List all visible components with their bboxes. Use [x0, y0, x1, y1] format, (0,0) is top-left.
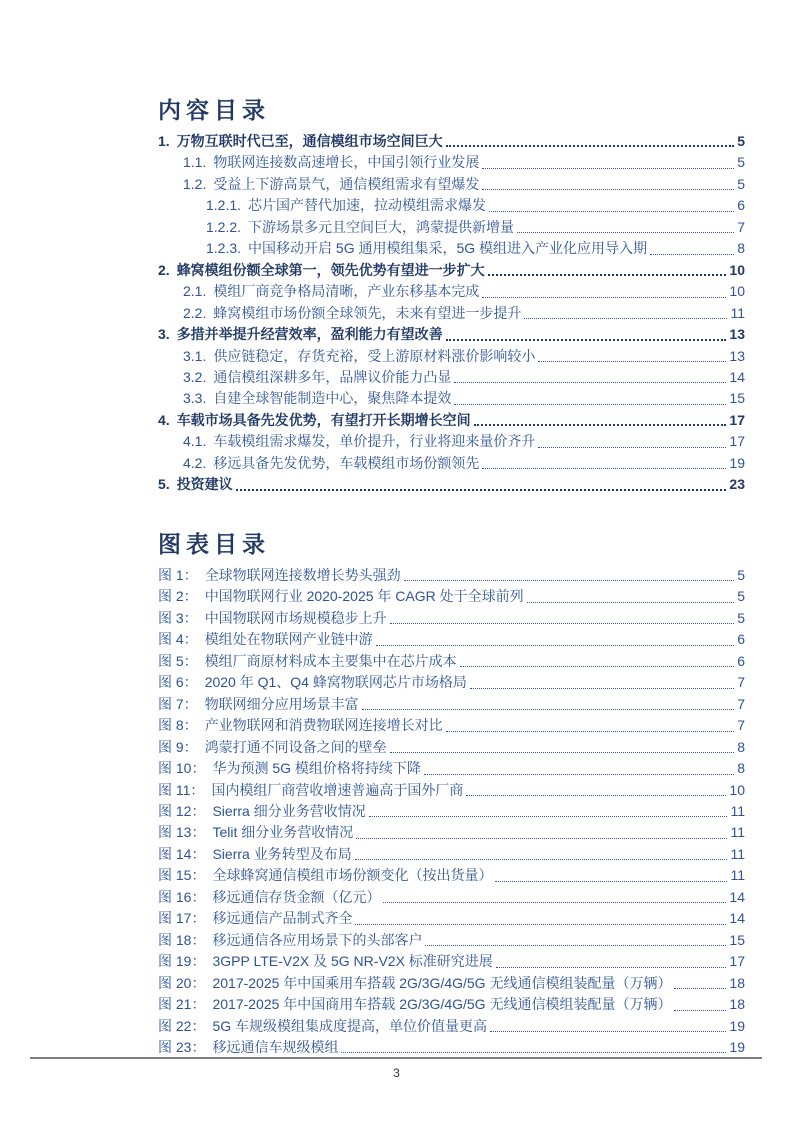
figure-entry[interactable] [158, 565, 745, 586]
dotted-leader [517, 232, 734, 233]
toc-entry-label: 供应链稳定，存货充裕，受上游原材料涨价影响较小 [213, 347, 536, 364]
figure-entry-page: 11 [730, 802, 745, 819]
dotted-leader [495, 881, 727, 882]
figure-entry-number: 图 22： [158, 1017, 206, 1034]
toc-entry-page: 17 [729, 433, 745, 450]
dotted-leader [650, 254, 734, 255]
dotted-leader [482, 189, 734, 190]
toc-entry[interactable] [158, 195, 745, 216]
dotted-leader [446, 731, 735, 732]
toc-entry-number: 2.1. [183, 283, 207, 300]
figure-entry[interactable] [158, 973, 745, 994]
figure-entry[interactable] [158, 908, 745, 929]
dotted-leader [466, 795, 726, 796]
toc-entry-page: 6 [737, 197, 745, 214]
toc-entry-page: 8 [737, 240, 745, 257]
figure-entry-page: 8 [737, 738, 745, 755]
figure-entry-number: 图 18： [158, 931, 206, 948]
figure-entry[interactable] [158, 651, 745, 672]
toc-entry-page: 13 [729, 326, 745, 343]
figure-entry[interactable] [158, 694, 745, 715]
figure-entry-page: 18 [729, 996, 745, 1013]
toc-entry-page: 11 [730, 304, 745, 321]
toc-entry-page: 10 [729, 283, 745, 300]
toc-entry-number: 2.2. [183, 304, 207, 321]
toc-entry-label: 中国移动开启 5G 通用模组集采，5G 模组进入产业化应用导入期 [248, 240, 648, 257]
toc-entry[interactable] [158, 453, 745, 474]
footer-rule [30, 1057, 762, 1059]
figure-entry-page: 6 [737, 652, 745, 669]
toc-entry-page: 23 [729, 476, 745, 493]
figure-entry-page: 14 [729, 888, 745, 905]
figure-entry-number: 图 1： [158, 567, 198, 583]
figure-entry[interactable] [158, 780, 745, 801]
figure-entry-label: 移远通信存货金额（亿元） [212, 888, 381, 905]
toc-entry-page: 5 [737, 133, 745, 149]
figure-entry-number: 图 16： [158, 888, 206, 905]
dotted-leader [369, 816, 728, 817]
figure-entry-label: 产业物联网和消费物联网连接增长对比 [204, 717, 443, 734]
figure-entry[interactable] [158, 994, 745, 1015]
figure-entry-number: 图 15： [158, 867, 206, 884]
toc-title: 内容目录 [158, 97, 270, 123]
figure-entry-label: 移远通信各应用场景下的头部客户 [212, 931, 423, 948]
dotted-leader [482, 297, 726, 298]
toc-entry-number: 4.2. [183, 454, 207, 471]
dotted-leader [454, 382, 726, 383]
dotted-leader [470, 688, 734, 689]
figure-entry-label: 模组厂商原材料成本主要集中在芯片成本 [204, 652, 457, 669]
figure-entry-label: 鸿蒙打通不同设备之间的壁垒 [204, 738, 387, 755]
toc-entry-page: 7 [737, 218, 745, 235]
figure-entry-page: 11 [730, 845, 745, 862]
figure-entry[interactable] [158, 844, 745, 865]
figure-entry-label: 5G 车规级模组集成度提高，单位价值量更高 [212, 1017, 488, 1034]
dotted-leader [490, 1031, 726, 1032]
figure-entry-number: 图 5： [158, 652, 198, 669]
toc-entry-number: 1.2.2. [206, 218, 242, 235]
figure-entry-number: 图 9： [158, 738, 198, 755]
toc-entry-page: 19 [729, 454, 745, 471]
dotted-leader [489, 211, 734, 212]
dotted-leader [674, 988, 726, 989]
toc-entry[interactable] [158, 174, 745, 195]
toc-entry-number: 4.1. [183, 433, 207, 450]
figure-entry-number: 图 19： [158, 953, 206, 970]
dotted-leader [356, 838, 727, 839]
toc-entry-number: 3.1. [183, 347, 207, 364]
figure-entry-label: 全球物联网连接数增长势头强劲 [204, 567, 401, 583]
toc-entry-page: 5 [737, 154, 745, 171]
dotted-leader [538, 447, 726, 448]
toc-entry-label: 投资建议 [176, 476, 233, 493]
figure-entry-number: 图 17： [158, 910, 206, 927]
figure-entry[interactable] [158, 1016, 745, 1037]
dotted-leader [404, 580, 735, 581]
figure-entry-number: 图 2： [158, 588, 198, 605]
figure-entry-page: 7 [737, 674, 745, 691]
figure-entry-page: 19 [729, 1038, 745, 1055]
toc-entry[interactable] [158, 281, 745, 302]
toc-entry-number: 1.2. [183, 175, 207, 192]
figure-entry-page: 5 [737, 567, 745, 583]
figure-entry[interactable] [158, 887, 745, 908]
figure-entry-label: 2017-2025 年中国商用车搭载 2G/3G/4G/5G 无线通信模组装配量（万辆） [212, 996, 672, 1013]
toc-entry-page: 14 [729, 368, 745, 385]
toc-entry[interactable] [158, 131, 745, 152]
dotted-leader [674, 1010, 726, 1011]
toc-entry[interactable] [158, 346, 745, 367]
toc-section [158, 96, 745, 496]
figure-entry-label: 3GPP LTE-V2X 及 5G NR-V2X 标准研究进展 [212, 953, 493, 970]
figure-entry[interactable] [158, 586, 745, 607]
dotted-leader [496, 967, 727, 968]
figure-entry[interactable] [158, 715, 745, 736]
dotted-leader [362, 709, 735, 710]
toc-entry-number: 4. [158, 411, 170, 428]
toc-entry[interactable] [158, 410, 745, 431]
dotted-leader [355, 924, 726, 925]
figure-entry[interactable] [158, 865, 745, 886]
figure-entry-page: 7 [737, 717, 745, 734]
figure-entry-number: 图 12： [158, 802, 206, 819]
figure-entry-label: 移远通信车规级模组 [212, 1038, 339, 1055]
toc-entry[interactable] [158, 260, 745, 281]
toc-entry-page: 10 [729, 261, 745, 278]
dotted-leader [482, 168, 734, 169]
figure-entry-number: 图 4： [158, 631, 198, 648]
dotted-leader [236, 489, 727, 491]
figure-entry-page: 19 [729, 1017, 745, 1034]
figure-entry[interactable] [158, 629, 745, 650]
toc-entry[interactable] [158, 324, 745, 345]
toc-entry-label: 移远具备先发优势，车载模组市场份额领先 [213, 454, 480, 471]
figure-entry-number: 图 20： [158, 974, 206, 991]
toc-entry-label: 蜂窝模组市场份额全球领先，未来有望进一步提升 [213, 304, 522, 321]
dotted-leader [524, 318, 727, 319]
toc-list [158, 131, 745, 496]
figure-entry-label: Sierra 业务转型及布局 [212, 845, 352, 862]
figure-entry[interactable] [158, 737, 745, 758]
figure-entry-label: 国内模组厂商营收增速普遍高于国外厂商 [211, 781, 464, 798]
toc-entry-number: 1.1. [183, 154, 207, 171]
dotted-leader [527, 602, 735, 603]
dotted-leader [474, 424, 727, 426]
figures-title: 图表目录 [158, 531, 270, 557]
figure-entry-page: 17 [729, 953, 745, 970]
figure-entry-page: 5 [737, 609, 745, 626]
figure-entry[interactable] [158, 822, 745, 843]
dotted-leader [482, 468, 726, 469]
figure-entry-page: 15 [729, 931, 745, 948]
page-number: 3 [393, 1066, 400, 1080]
figure-entry[interactable] [158, 758, 745, 779]
toc-entry-page: 13 [729, 347, 745, 364]
toc-entry-label: 多措并举提升经营效率，盈利能力有望改善 [176, 326, 443, 343]
dotted-leader [376, 645, 735, 646]
toc-entry-label: 模组厂商竞争格局清晰，产业东移基本完成 [213, 283, 480, 300]
figure-entry-label: Sierra 细分业务营收情况 [212, 802, 366, 819]
figure-entry[interactable] [158, 1037, 745, 1058]
toc-entry[interactable] [158, 238, 745, 259]
figure-entry-page: 11 [730, 824, 745, 841]
figure-entry-number: 图 21： [158, 996, 206, 1013]
toc-entry[interactable] [158, 217, 745, 238]
toc-entry-number: 2. [158, 261, 170, 278]
figure-entry-label: 中国物联网市场规模稳步上升 [204, 609, 387, 626]
figure-entry[interactable] [158, 608, 745, 629]
figure-entry-number: 图 3： [158, 609, 198, 626]
dotted-leader [390, 752, 735, 753]
figure-entry[interactable] [158, 930, 745, 951]
toc-entry-page: 17 [729, 411, 745, 428]
figure-entry-number: 图 10： [158, 760, 206, 777]
toc-entry-label: 芯片国产替代加速，拉动模组需求爆发 [248, 197, 487, 214]
figure-entry-number: 图 6： [158, 674, 198, 691]
figure-entry[interactable] [158, 801, 745, 822]
dotted-leader [538, 361, 726, 362]
toc-entry-page: 15 [729, 390, 745, 407]
figure-entry-page: 7 [737, 695, 745, 712]
figure-entry-label: 2017-2025 年中国乘用车搭载 2G/3G/4G/5G 无线通信模组装配量（万辆） [212, 974, 672, 991]
toc-entry-label: 车载市场具备先发优势，有望打开长期增长空间 [176, 411, 471, 428]
figure-entry-label: 华为预测 5G 模组价格将持续下降 [212, 760, 421, 777]
dotted-leader [446, 145, 735, 147]
dotted-leader [488, 274, 727, 276]
dotted-leader [460, 666, 735, 667]
figure-entry-number: 图 23： [158, 1038, 206, 1055]
figure-entry-label: 2020 年 Q1、Q4 蜂窝物联网芯片市场格局 [204, 674, 467, 691]
toc-entry-label: 自建全球智能制造中心，聚焦降本提效 [213, 390, 452, 407]
toc-entry-label: 物联网连接数高速增长，中国引领行业发展 [213, 154, 480, 171]
figure-entry-page: 18 [729, 974, 745, 991]
dotted-leader [424, 774, 734, 775]
dotted-leader [446, 339, 727, 341]
figure-entry-label: 模组处在物联网产业链中游 [204, 631, 373, 648]
figure-entry-number: 图 14： [158, 845, 206, 862]
toc-entry-label: 蜂窝模组份额全球第一，领先优势有望进一步扩大 [176, 261, 485, 278]
dotted-leader [355, 859, 728, 860]
figure-entry-page: 10 [729, 781, 745, 798]
toc-entry-number: 3. [158, 326, 170, 343]
toc-entry[interactable] [158, 388, 745, 409]
figure-entry[interactable] [158, 672, 745, 693]
toc-entry-number: 3.2. [183, 368, 207, 385]
figure-entry-number: 图 11： [158, 781, 205, 798]
figures-section [158, 530, 745, 1058]
figure-entry-page: 14 [729, 910, 745, 927]
figure-entry-label: 移远通信产品制式齐全 [212, 910, 353, 927]
toc-entry[interactable] [158, 431, 745, 452]
toc-entry-label: 下游场景多元且空间巨大，鸿蒙提供新增量 [248, 218, 515, 235]
toc-entry-label: 通信模组深耕多年，品牌议价能力凸显 [213, 368, 452, 385]
toc-entry-page: 5 [737, 175, 745, 192]
toc-entry-number: 3.3. [183, 390, 207, 407]
toc-entry[interactable] [158, 303, 745, 324]
figure-entry-label: 中国物联网行业 2020-2025 年 CAGR 处于全球前列 [204, 588, 524, 605]
figure-entry-label: Telit 细分业务营收情况 [212, 824, 354, 841]
toc-entry-number: 1.2.1. [206, 197, 242, 214]
dotted-leader [341, 1052, 726, 1053]
toc-entry-number: 5. [158, 476, 170, 493]
toc-entry-label: 车载模组需求爆发，单价提升，行业将迎来量价齐升 [213, 433, 536, 450]
dotted-leader [425, 945, 726, 946]
toc-entry-number: 1. [158, 133, 170, 149]
figure-list [158, 565, 745, 1058]
toc-entry-number: 1.2.3. [206, 240, 242, 257]
toc-entry[interactable] [158, 474, 745, 495]
dotted-leader [390, 623, 735, 624]
toc-entry-label: 万物互联时代已至，通信模组市场空间巨大 [176, 133, 443, 149]
figure-entry-page: 11 [730, 867, 745, 884]
toc-entry-label: 受益上下游高景气，通信模组需求有望爆发 [213, 175, 480, 192]
figure-entry-page: 5 [737, 588, 745, 605]
figure-entry-label: 全球蜂窝通信模组市场份额变化（按出货量） [212, 867, 493, 884]
figure-entry-number: 图 7： [158, 695, 198, 712]
toc-entry[interactable] [158, 367, 745, 388]
figure-entry[interactable] [158, 951, 745, 972]
figure-entry-page: 6 [737, 631, 745, 648]
toc-entry[interactable] [158, 152, 745, 173]
dotted-leader [383, 902, 726, 903]
figure-entry-label: 物联网细分应用场景丰富 [204, 695, 359, 712]
figure-entry-number: 图 13： [158, 824, 206, 841]
dotted-leader [454, 404, 726, 405]
figure-entry-number: 图 8： [158, 717, 198, 734]
figure-entry-page: 8 [737, 760, 745, 777]
